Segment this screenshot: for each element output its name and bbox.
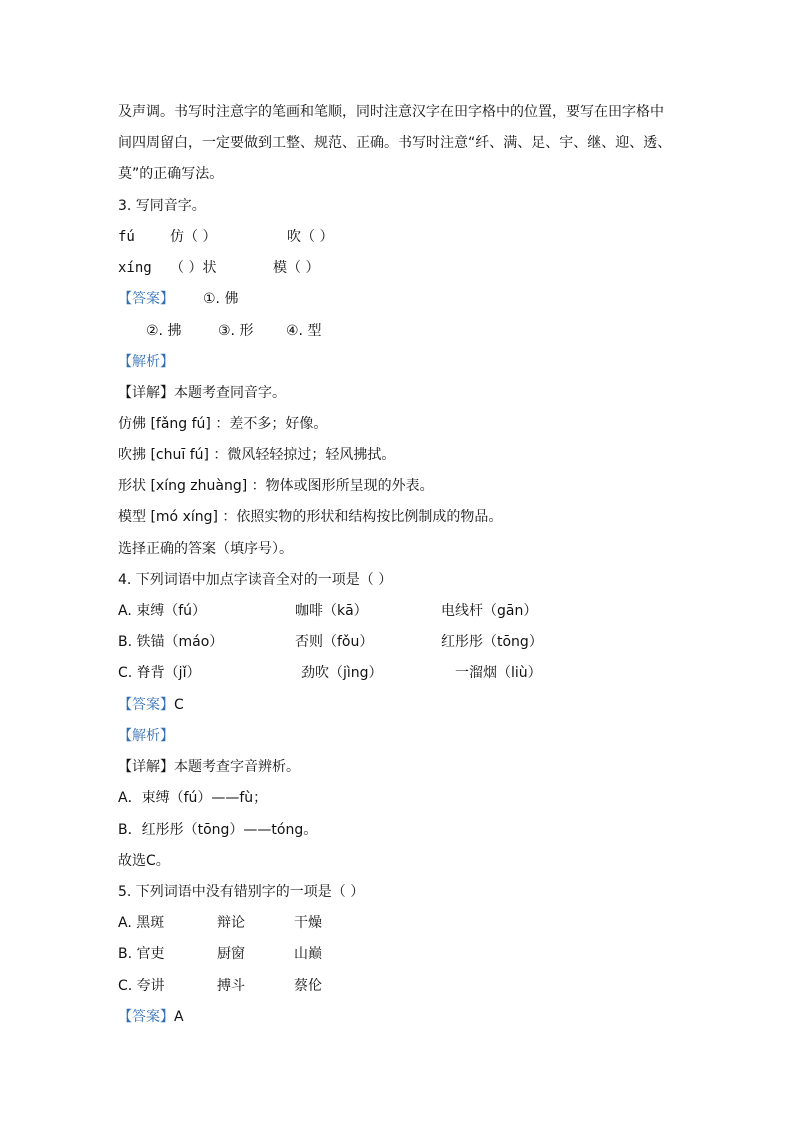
q5-option-c-2: 搏斗 bbox=[217, 978, 245, 994]
q4-option-b-3: 红彤彤（tōng） bbox=[441, 634, 543, 650]
q3-row1-pinyin: fú bbox=[118, 229, 135, 245]
q3-answer-2: ②. 拂 bbox=[146, 323, 182, 339]
q4-option-c-2: 劲吹（jìng） bbox=[301, 665, 383, 681]
q4-detail-tag: 【详解】 bbox=[118, 759, 174, 775]
q3-answer-tag: 【答案】 bbox=[118, 291, 174, 307]
q4-option-b-1: B. 铁锚（máo） bbox=[118, 634, 224, 650]
q5-answer bbox=[118, 1007, 184, 1027]
q5-answer-tag: 【答案】 bbox=[118, 1009, 174, 1025]
q3-row1-b: 吹（ ） bbox=[287, 229, 334, 245]
q4-detail-text: 本题考查字音辨析。 bbox=[174, 759, 300, 775]
q5-option-a-2: 辩论 bbox=[217, 915, 245, 931]
q3-detail-3: 形状 [xíng zhuàng] ：物体或图形所呈现的外表。 bbox=[118, 478, 434, 494]
q4-option-a-3: 电线杆（gān） bbox=[441, 603, 538, 619]
intro-line-3: 莫”的正确写法。 bbox=[118, 166, 224, 182]
q3-detail-2: 吹拂 [chuī fú] ：微风轻轻掠过；轻风拂拭。 bbox=[118, 447, 396, 463]
q4-answer bbox=[118, 695, 184, 715]
q5-answer-value: A bbox=[174, 1009, 184, 1025]
q4-detail bbox=[118, 757, 300, 777]
q5-option-b-1: B. 官吏 bbox=[118, 946, 165, 962]
q4-detail-1: A．束缚（fú）——fù； bbox=[118, 790, 268, 806]
q4-option-c-1: C. 脊背（jǐ） bbox=[118, 665, 201, 681]
q3-detail-5: 选择正确的答案（填序号）。 bbox=[118, 541, 293, 557]
q3-row1-a: 仿（ ） bbox=[170, 229, 217, 245]
q3-detail-text: 本题考查同音字。 bbox=[174, 385, 286, 401]
q5-option-b-2: 厨窗 bbox=[217, 946, 245, 962]
q4-option-a-1: A. 束缚（fú） bbox=[118, 603, 207, 619]
q3-title: 3. 写同音字。 bbox=[118, 198, 206, 214]
q4-title: 4. 下列词语中加点字读音全对的一项是（ ） bbox=[118, 572, 393, 588]
q3-detail-tag: 【详解】 bbox=[118, 385, 174, 401]
q5-option-c-1: C. 夸讲 bbox=[118, 978, 165, 994]
q5-option-a-3: 干燥 bbox=[294, 915, 322, 931]
q4-detail-2: B．红彤彤（tōng）——tóng。 bbox=[118, 822, 318, 838]
q5-option-b-3: 山巅 bbox=[294, 946, 322, 962]
q3-row2-pinyin: xíng bbox=[118, 260, 152, 276]
q3-answer-4: ④. 型 bbox=[286, 323, 322, 339]
q5-option-a-1: A. 黑斑 bbox=[118, 915, 165, 931]
q3-analysis-tag: 【解析】 bbox=[118, 354, 174, 370]
q5-option-c-3: 蔡伦 bbox=[294, 978, 322, 994]
q4-option-b-2: 否则（fǒu） bbox=[295, 634, 374, 650]
intro-line-1: 及声调。书写时注意字的笔画和笔顺，同时注意汉字在田字格中的位置，要写在田字格中 bbox=[118, 104, 664, 120]
q3-row2-b: 模（ ） bbox=[273, 260, 320, 276]
q3-answer-3: ③. 形 bbox=[218, 323, 254, 339]
q3-detail-1: 仿佛 [fǎng fú] ：差不多；好像。 bbox=[118, 416, 328, 432]
intro-line-2: 间四周留白，一定要做到工整、规范、正确。书写时注意“纤、满、足、宇、继、迎、透、 bbox=[118, 135, 672, 151]
q4-answer-tag: 【答案】 bbox=[118, 697, 174, 713]
q3-detail bbox=[118, 383, 286, 403]
q3-row2-a: （ ）状 bbox=[170, 260, 217, 276]
q4-option-a-2: 咖啡（kā） bbox=[295, 603, 368, 619]
q4-analysis-tag: 【解析】 bbox=[118, 728, 174, 744]
q5-title: 5. 下列词语中没有错别字的一项是（ ） bbox=[118, 884, 365, 900]
q4-option-c-3: 一溜烟（liù） bbox=[455, 665, 542, 681]
q4-detail-3: 故选C。 bbox=[118, 853, 170, 869]
q4-answer-value: C bbox=[174, 697, 184, 713]
q3-detail-4: 模型 [mó xíng] ：依照实物的形状和结构按比例制成的物品。 bbox=[118, 509, 503, 525]
q3-answer-1: ①. 佛 bbox=[203, 291, 239, 307]
